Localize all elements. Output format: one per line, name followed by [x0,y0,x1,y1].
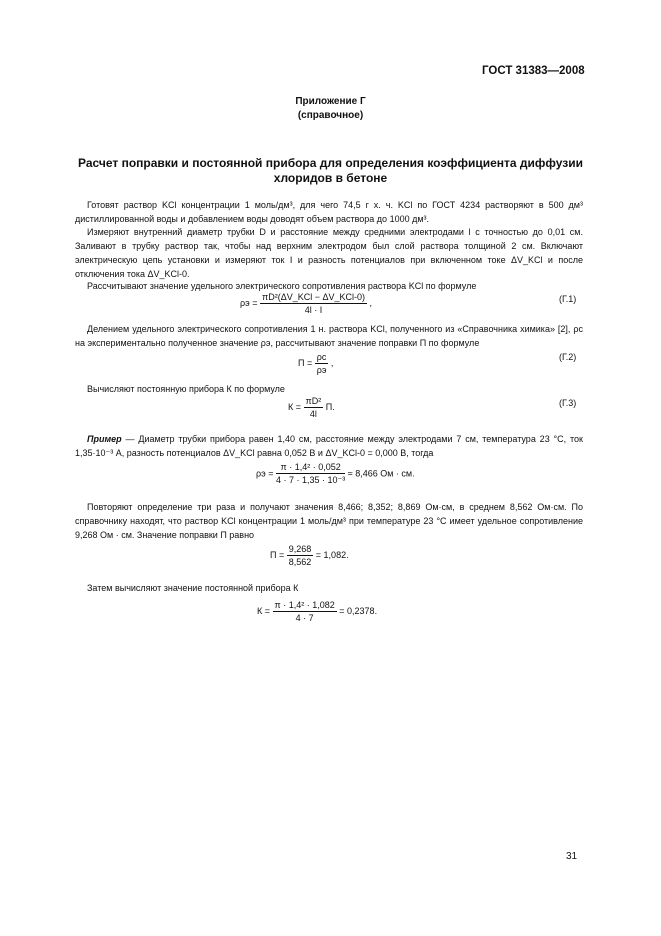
formula-denominator: 4l [309,409,317,419]
formula-numerator: πD² [305,396,322,406]
appendix-subtitle: (справочное) [297,110,364,121]
formula-numerator: π · 1,4² · 0,052 [276,462,345,474]
example-text: — Диаметр трубки прибора равен 1,40 см, расстояние между электродами 7 см, температура 23 °С, ток 1,35·10⁻³ А, разность потенциалов ΔV_KCl равна 0,052 В и ΔV_KCl-0 = 0,000 В, тогда [75,434,583,458]
formula-denominator: 4l · I [304,305,323,315]
page-number: 31 [566,851,578,862]
formula-example-2 [270,544,349,567]
paragraph-5: Вычисляют постоянную прибора К по формуле [87,384,285,394]
equation-number-g3: (Г.3) [559,398,577,408]
formula-tail: ≈ 8,466 Ом · см. [347,468,415,479]
formula-numerator: 9,268 [288,544,312,554]
formula-fraction [287,544,314,567]
paragraph-8: Затем вычисляют значение постоянной прибора К [87,583,299,593]
formula-g1 [240,292,372,315]
formula-fraction [276,462,345,486]
formula-fraction [315,352,329,375]
formula-numerator: ρс [316,352,327,362]
appendix-title: Приложение Г [295,96,366,107]
formula-fraction [260,292,367,315]
section-title: Расчет поправки и постоянной прибора для определения коэффициента диффузии хлоридов в бетоне [78,156,583,185]
formula-lhs: ρэ = [240,297,258,308]
formula-lhs: К = [257,605,270,616]
formula-tail: П. [325,401,335,412]
formula-example-3 [257,600,377,623]
equation-number-g2: (Г.2) [559,352,577,362]
formula-example-1 [256,462,415,486]
formula-tail: , [369,297,373,308]
equation-number-g1: (Г.1) [559,294,577,304]
paragraph-4: Делением удельного электрического сопротивления 1 н. раствора KCl, полученного из «Справочника химика» [2], ρс на экспериментально полученное значение ρэ, рассчитывают значение поправки П по формуле [75,324,583,348]
formula-tail: , [330,357,334,368]
formula-lhs: К = [288,401,301,412]
paragraph-7: Повторяют определение три раза и получают значения 8,466; 8,352; 8,869 Ом·см, в среднем 8,562 Ом·см. По справочнику находят, что раствор KCl концентрации 1 моль/дм³ при температуре 23 °С имеет удельное сопротивление 9,268 Ом · см. Значение поправки П равно [75,502,583,540]
formula-tail: = 1,082. [315,549,349,560]
formula-denominator: ρэ [316,365,327,375]
formula-lhs: ρэ = [256,468,274,479]
example-paragraph [75,432,583,460]
formula-denominator: 4 · 7 · 1,35 · 10⁻³ [275,475,346,485]
formula-g2 [298,352,333,375]
paragraph-3: Рассчитывают значение удельного электрического сопротивления раствора KCl по формуле [87,281,477,291]
formula-denominator: 8,562 [288,557,312,567]
formula-g3 [288,396,335,419]
formula-denominator: 4 · 7 [295,613,314,623]
formula-tail: = 0,2378. [339,605,378,616]
formula-fraction [273,600,337,623]
formula-numerator: πD²(ΔV_KCl − ΔV_KCl-0) [261,292,365,302]
standard-number: ГОСТ 31383—2008 [482,65,585,77]
formula-fraction [304,396,324,419]
example-label: Пример [87,434,122,444]
paragraph-2: Измеряют внутренний диаметр трубки D и расстояние между средними электродами l с точностью до 0,01 см. Заливают в трубку раствор так, чтобы над верхним электродом был слой раствора толщиной 2 см. Включают электрическую цепь установки и измеряют ток I и разность потенциалов при включенном токе ΔV_KCl и после отключения тока ΔV_KCl-0. [75,227,583,279]
formula-numerator: π · 1,4² · 1,082 [274,600,335,610]
paragraph-1: Готовят раствор KCl концентрации 1 моль/дм³, для чего 74,5 г х. ч. KCl по ГОСТ 4234 растворяют в 500 дм³ дистиллированной воды и добавлением воды доводят объем раствора до 1000 дм³. [75,200,583,224]
formula-lhs: П = [298,357,313,368]
formula-lhs: П = [270,549,285,560]
